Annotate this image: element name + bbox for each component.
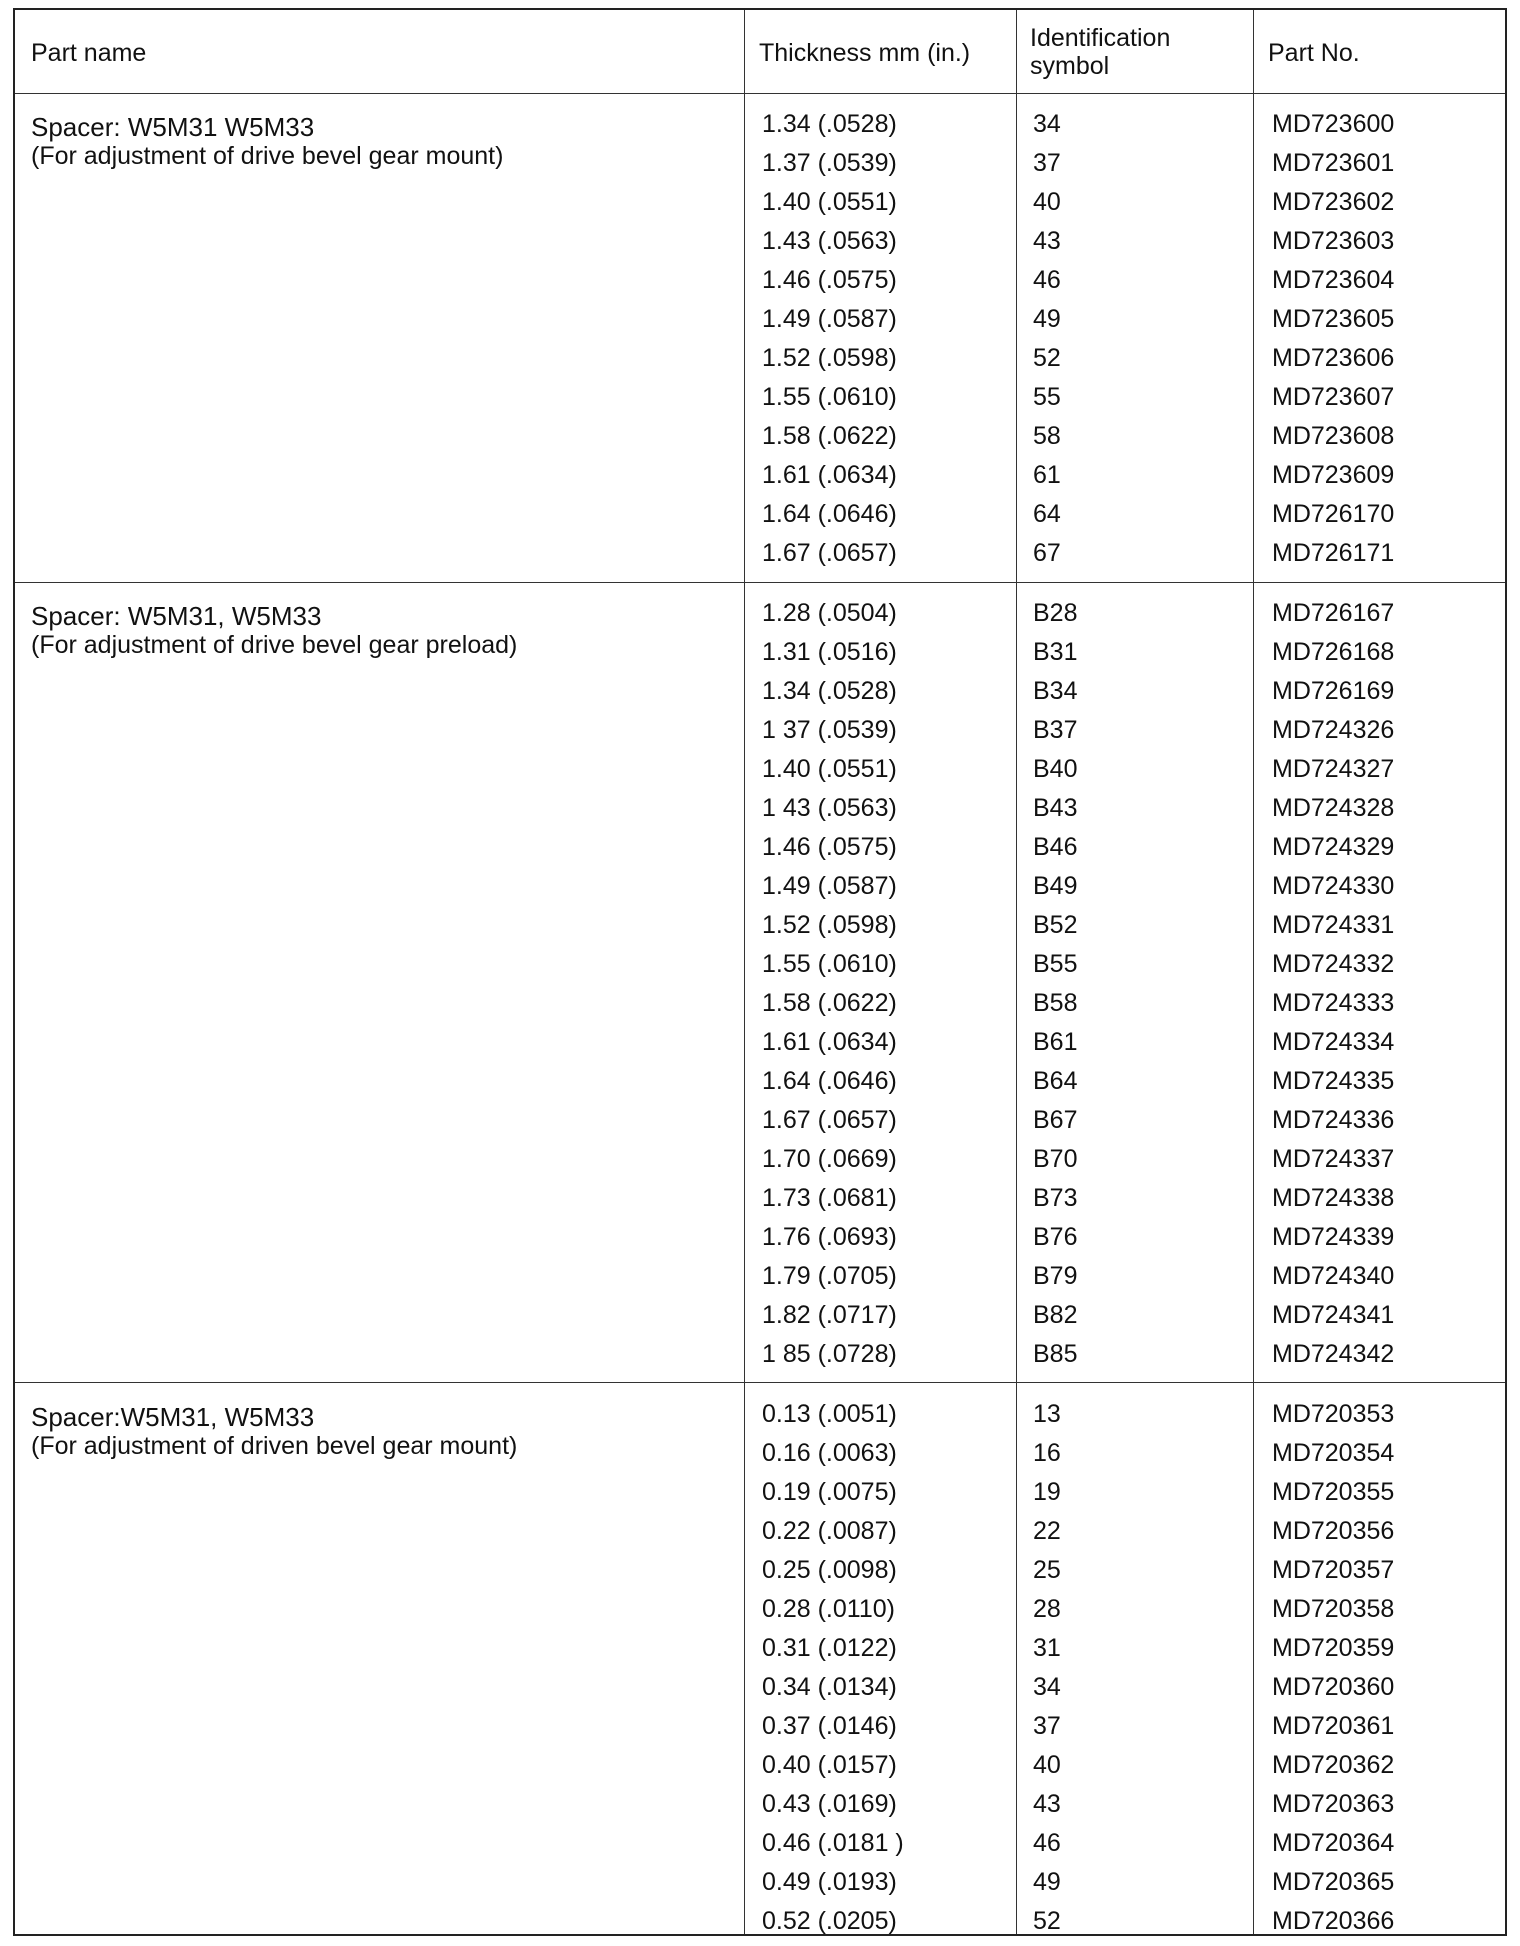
part-number: MD720363 [1272, 1790, 1395, 1818]
identification-symbol: 25 [1033, 1556, 1061, 1584]
identification-symbol: B43 [1033, 794, 1078, 822]
thickness-value: 0.19 (.0075) [762, 1478, 897, 1506]
group-3-thickness-list [762, 1400, 904, 1946]
identification-symbol: 46 [1033, 266, 1061, 294]
identification-symbol: 34 [1033, 1673, 1061, 1701]
thickness-value: 1.73 (.0681) [762, 1184, 897, 1212]
header-thickness: Thickness mm (in.) [759, 39, 971, 67]
header-identification [1030, 24, 1170, 80]
identification-symbol: B37 [1033, 716, 1078, 744]
header-identification-line2: symbol [1030, 52, 1110, 80]
identification-symbol: B34 [1033, 677, 1078, 705]
part-number: MD720354 [1272, 1439, 1395, 1467]
identification-symbol: B67 [1033, 1106, 1078, 1134]
thickness-value: 1.79 (.0705) [762, 1262, 897, 1290]
part-number: MD726171 [1272, 539, 1395, 567]
part-number: MD726168 [1272, 638, 1395, 666]
identification-symbol: 16 [1033, 1439, 1061, 1467]
identification-symbol: B61 [1033, 1028, 1078, 1056]
part-number: MD720359 [1272, 1634, 1395, 1662]
thickness-value: 1.52 (.0598) [762, 911, 897, 939]
thickness-value: 1.55 (.0610) [762, 383, 897, 411]
group-3-partno-list [1272, 1400, 1394, 1946]
thickness-value: 0.46 (.0181 ) [762, 1829, 904, 1857]
identification-symbol: 43 [1033, 1790, 1061, 1818]
identification-symbol: 40 [1033, 188, 1061, 216]
part-number: MD723609 [1272, 461, 1395, 489]
part-number: MD720365 [1272, 1868, 1395, 1896]
part-number: MD724335 [1272, 1067, 1395, 1095]
identification-symbol: 37 [1033, 1712, 1061, 1740]
part-number: MD720353 [1272, 1400, 1395, 1428]
group-divider [15, 1382, 1505, 1383]
part-number: MD724331 [1272, 911, 1395, 939]
thickness-value: 1.55 (.0610) [762, 950, 897, 978]
identification-symbol: B82 [1033, 1301, 1078, 1329]
thickness-value: 0.40 (.0157) [762, 1751, 897, 1779]
part-number: MD723603 [1272, 227, 1395, 255]
part-number: MD720362 [1272, 1751, 1395, 1779]
thickness-value: 1.76 (.0693) [762, 1223, 897, 1251]
part-number: MD720364 [1272, 1829, 1395, 1857]
group-1-description: (For adjustment of drive bevel gear mount) [31, 142, 504, 170]
identification-symbol: 49 [1033, 1868, 1061, 1896]
thickness-value: 1.31 (.0516) [762, 638, 897, 666]
part-number: MD724328 [1272, 794, 1395, 822]
part-number: MD724340 [1272, 1262, 1395, 1290]
thickness-value: 0.52 (.0205) [762, 1907, 897, 1935]
part-number: MD724329 [1272, 833, 1395, 861]
identification-symbol: B31 [1033, 638, 1078, 666]
part-number: MD724342 [1272, 1340, 1395, 1368]
thickness-value: 1.40 (.0551) [762, 188, 897, 216]
identification-symbol: 13 [1033, 1400, 1061, 1428]
identification-symbol: B85 [1033, 1340, 1078, 1368]
identification-symbol: B46 [1033, 833, 1078, 861]
part-number: MD720355 [1272, 1478, 1395, 1506]
part-number: MD726170 [1272, 500, 1395, 528]
identification-symbol: 28 [1033, 1595, 1061, 1623]
identification-symbol: B52 [1033, 911, 1078, 939]
column-divider [1253, 10, 1254, 1934]
identification-symbol: 19 [1033, 1478, 1061, 1506]
identification-symbol: B70 [1033, 1145, 1078, 1173]
thickness-value: 1.61 (.0634) [762, 1028, 897, 1056]
part-number: MD723605 [1272, 305, 1395, 333]
group-1-part-name [31, 112, 503, 171]
thickness-value: 1 37 (.0539) [762, 716, 897, 744]
identification-symbol: 34 [1033, 110, 1061, 138]
thickness-value: 0.43 (.0169) [762, 1790, 897, 1818]
identification-symbol: B55 [1033, 950, 1078, 978]
part-number: MD723604 [1272, 266, 1395, 294]
identification-symbol: 67 [1033, 539, 1061, 567]
thickness-value: 1.46 (.0575) [762, 266, 897, 294]
part-number: MD723606 [1272, 344, 1395, 372]
part-number: MD720358 [1272, 1595, 1395, 1623]
thickness-value: 1.43 (.0563) [762, 227, 897, 255]
part-number: MD724337 [1272, 1145, 1395, 1173]
group-2-partno-list [1272, 599, 1394, 1379]
thickness-value: 0.28 (.0110) [762, 1595, 895, 1623]
column-divider [744, 10, 745, 1934]
part-number: MD726167 [1272, 599, 1395, 627]
identification-symbol: B79 [1033, 1262, 1078, 1290]
part-number: MD724333 [1272, 989, 1395, 1017]
group-1-partno-list [1272, 110, 1394, 578]
header-part-no: Part No. [1268, 39, 1360, 67]
part-number: MD724334 [1272, 1028, 1395, 1056]
identification-symbol: 61 [1033, 461, 1061, 489]
identification-symbol: 40 [1033, 1751, 1061, 1779]
identification-symbol: 37 [1033, 149, 1061, 177]
group-1-symbol-list [1033, 110, 1061, 578]
part-number: MD723608 [1272, 422, 1395, 450]
thickness-value: 1.34 (.0528) [762, 677, 897, 705]
header-divider [15, 93, 1505, 94]
parts-table [13, 8, 1507, 1936]
group-divider [15, 582, 1505, 583]
group-2-symbol-list [1033, 599, 1077, 1379]
part-number: MD724330 [1272, 872, 1395, 900]
thickness-value: 1.82 (.0717) [762, 1301, 897, 1329]
thickness-value: 0.37 (.0146) [762, 1712, 897, 1740]
identification-symbol: 43 [1033, 227, 1061, 255]
header-identification-line1: Identification [1030, 24, 1171, 52]
identification-symbol: B73 [1033, 1184, 1078, 1212]
thickness-value: 1 85 (.0728) [762, 1340, 897, 1368]
part-number: MD720357 [1272, 1556, 1395, 1584]
identification-symbol: 46 [1033, 1829, 1061, 1857]
identification-symbol: 64 [1033, 500, 1061, 528]
header-part-name: Part name [31, 39, 147, 67]
thickness-value: 1.49 (.0587) [762, 872, 897, 900]
identification-symbol: 52 [1033, 1907, 1061, 1935]
identification-symbol: 31 [1033, 1634, 1061, 1662]
thickness-value: 1.52 (.0598) [762, 344, 897, 372]
thickness-value: 1.34 (.0528) [762, 110, 897, 138]
group-2-description: (For adjustment of drive bevel gear preload) [31, 631, 518, 659]
identification-symbol: 49 [1033, 305, 1061, 333]
group-3-name: Spacer:W5M31, W5M33 [31, 1402, 315, 1432]
identification-symbol: 58 [1033, 422, 1061, 450]
thickness-value: 0.16 (.0063) [762, 1439, 897, 1467]
thickness-value: 1 43 (.0563) [762, 794, 897, 822]
thickness-value: 1.58 (.0622) [762, 422, 897, 450]
thickness-value: 1.61 (.0634) [762, 461, 897, 489]
identification-symbol: B40 [1033, 755, 1078, 783]
part-number: MD720360 [1272, 1673, 1395, 1701]
thickness-value: 1.28 (.0504) [762, 599, 897, 627]
part-number: MD723600 [1272, 110, 1395, 138]
part-number: MD724327 [1272, 755, 1395, 783]
group-3-description: (For adjustment of driven bevel gear mount) [31, 1432, 518, 1460]
identification-symbol: 55 [1033, 383, 1061, 411]
identification-symbol: B58 [1033, 989, 1078, 1017]
identification-symbol: 22 [1033, 1517, 1061, 1545]
identification-symbol: B64 [1033, 1067, 1078, 1095]
thickness-value: 1.37 (.0539) [762, 149, 897, 177]
thickness-value: 0.34 (.0134) [762, 1673, 897, 1701]
group-1-thickness-list [762, 110, 897, 578]
part-number: MD723607 [1272, 383, 1395, 411]
group-2-part-name [31, 601, 517, 660]
thickness-value: 0.49 (.0193) [762, 1868, 897, 1896]
thickness-value: 0.31 (.0122) [762, 1634, 897, 1662]
part-number: MD720361 [1272, 1712, 1395, 1740]
thickness-value: 0.22 (.0087) [762, 1517, 897, 1545]
thickness-value: 1.64 (.0646) [762, 1067, 897, 1095]
part-number: MD724338 [1272, 1184, 1395, 1212]
group-3-part-name [31, 1402, 517, 1461]
group-2-name: Spacer: W5M31, W5M33 [31, 601, 322, 631]
part-number: MD724336 [1272, 1106, 1395, 1134]
group-3-symbol-list [1033, 1400, 1061, 1946]
thickness-value: 0.13 (.0051) [762, 1400, 897, 1428]
thickness-value: 1.49 (.0587) [762, 305, 897, 333]
identification-symbol: B49 [1033, 872, 1078, 900]
part-number: MD724332 [1272, 950, 1395, 978]
part-number: MD723602 [1272, 188, 1395, 216]
identification-symbol: B76 [1033, 1223, 1078, 1251]
group-1-name: Spacer: W5M31 W5M33 [31, 112, 315, 142]
identification-symbol: 52 [1033, 344, 1061, 372]
part-number: MD720366 [1272, 1907, 1395, 1935]
thickness-value: 1.58 (.0622) [762, 989, 897, 1017]
thickness-value: 1.64 (.0646) [762, 500, 897, 528]
part-number: MD724326 [1272, 716, 1395, 744]
identification-symbol: B28 [1033, 599, 1078, 627]
thickness-value: 1.40 (.0551) [762, 755, 897, 783]
thickness-value: 1.46 (.0575) [762, 833, 897, 861]
part-number: MD724339 [1272, 1223, 1395, 1251]
thickness-value: 1.67 (.0657) [762, 539, 897, 567]
part-number: MD723601 [1272, 149, 1395, 177]
part-number: MD726169 [1272, 677, 1395, 705]
part-number: MD724341 [1272, 1301, 1395, 1329]
thickness-value: 0.25 (.0098) [762, 1556, 897, 1584]
thickness-value: 1.67 (.0657) [762, 1106, 897, 1134]
thickness-value: 1.70 (.0669) [762, 1145, 897, 1173]
group-2-thickness-list [762, 599, 897, 1379]
column-divider [1016, 10, 1017, 1934]
part-number: MD720356 [1272, 1517, 1395, 1545]
